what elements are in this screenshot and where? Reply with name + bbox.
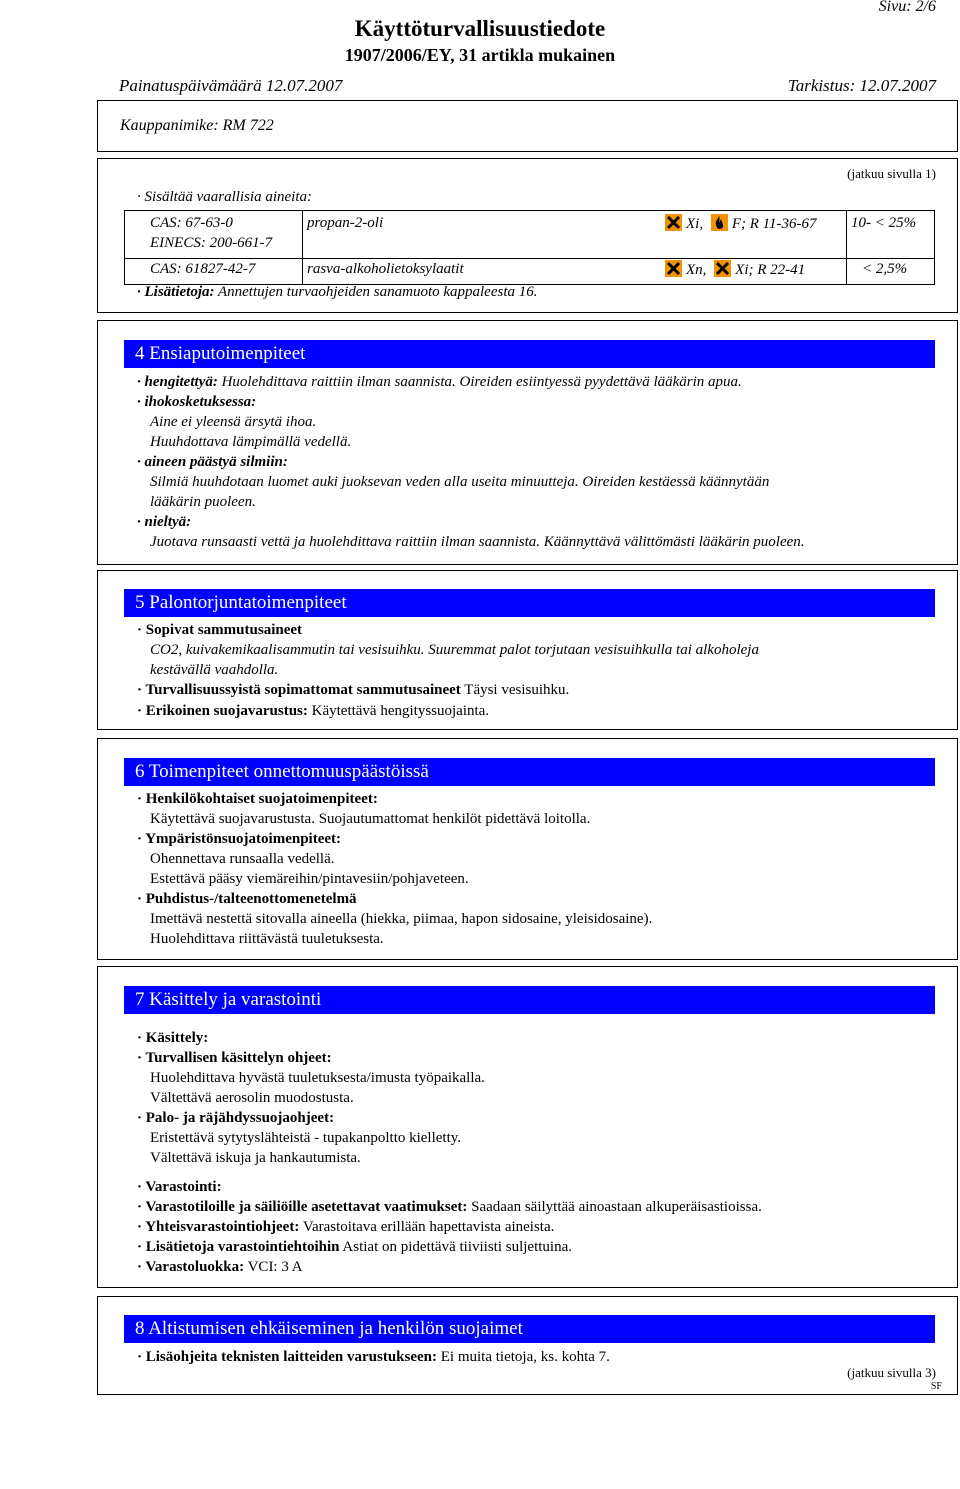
s4-skin-2: Huuhdottava lämpimällä vedellä.: [150, 434, 352, 450]
s5-suitable-2: kestävällä vaahdolla.: [150, 662, 279, 678]
continued-from: (jatkuu sivulla 1): [847, 166, 936, 181]
ingredients-heading: · Sisältää vaarallisia aineita:: [137, 189, 312, 205]
s4-eyes-label: · aineen päästyä silmiin:: [137, 454, 288, 470]
s7-handling-label: · Käsittely:: [137, 1030, 209, 1046]
row2-name: rasva-alkoholietoksylaatit: [307, 261, 464, 277]
row2-cas: CAS: 61827-42-7: [150, 261, 256, 277]
s6-environment-label: · Ympäristönsuojatoimenpiteet:: [137, 831, 342, 847]
row1-classification: Xi, F; R 11-36-67: [665, 214, 817, 234]
section-8-box: [97, 1296, 958, 1395]
ingredients-info: · Lisätietoja: Annettujen turvaohjeiden sanamuoto kappaleesta 16.: [137, 284, 538, 300]
section-5-title: 5 Palontorjuntatoimenpiteet: [124, 589, 935, 617]
revision-date: Tarkistus: 12.07.2007: [787, 76, 936, 95]
s6-personal-label: · Henkilökohtaiset suojatoimenpiteet:: [137, 791, 378, 807]
s5-suitable-label: · Sopivat sammutusaineet: [137, 622, 303, 638]
section-4-title: 4 Ensiaputoimenpiteet: [124, 340, 935, 368]
row1-cas: CAS: 67-63-0: [150, 215, 233, 231]
print-date: Painatuspäivämäärä 12.07.2007: [119, 76, 343, 95]
s7-storage-class: · Varastoluokka: VCI: 3 A: [137, 1259, 303, 1275]
s6-environment-2: Estettävä pääsy viemäreihin/pintavesiin/pohjaveteen.: [150, 871, 469, 887]
s4-swallowed-1: Juotava runsaasti vettä ja huolehdittava raittiin ilman saannista. Käännyttävä välittömästi lääkärin puoleen.: [150, 534, 805, 550]
s6-environment-1: Ohennettava runsaalla vedellä.: [150, 851, 335, 867]
s7-safe-handling-2: Vältettävä aerosolin muodostusta.: [150, 1090, 354, 1106]
s4-swallowed-label: · nieltyä:: [137, 514, 192, 530]
s4-eyes-2: lääkärin puoleen.: [150, 494, 256, 510]
s5-unsuitable: · Turvallisuussyistä sopimattomat sammutusaineet Täysi vesisuihku.: [137, 682, 570, 698]
trade-name-box: [97, 100, 958, 152]
flame-icon: [711, 214, 728, 231]
harmful-cross-icon: [665, 260, 682, 277]
language-code: SF: [930, 1381, 942, 1392]
document-subtitle: 1907/2006/EY, 31 artikla mukainen: [344, 45, 616, 65]
harmful-cross-icon: [714, 260, 731, 277]
row1-einecs: EINECS: 200-661-7: [150, 235, 273, 251]
s4-skin-1: Aine ei yleensä ärsytä ihoa.: [150, 414, 317, 430]
s6-cleanup-label: · Puhdistus-/talteenottomenetelmä: [137, 891, 357, 907]
s7-storage-label: · Varastointi:: [137, 1179, 222, 1195]
s7-storage-info: · Lisätietoja varastointiehtoihin Astiat on pidettävä tiiviisti suljettuina.: [137, 1239, 572, 1255]
s5-suitable-1: CO2, kuivakemikaalisammutin tai vesisuihku. Suuremmat palot torjutaan vesisuihkulla tai alkoholeja: [150, 642, 759, 658]
page-number: Sivu: 2/6: [878, 0, 936, 15]
trade-name: Kauppanimike: RM 722: [120, 117, 274, 134]
section-7-title: 7 Käsittely ja varastointi: [124, 986, 935, 1014]
s7-fire-2: Vältettävä iskuja ja hankautumista.: [150, 1150, 361, 1166]
row2-classification: Xn, Xi; R 22-41: [665, 260, 805, 280]
s4-inhaled: · hengitettyä: Huolehdittava raittiin ilman saannista. Oireiden esiintyessä pyydettävä lääkärin apua.: [137, 374, 742, 390]
row1-name: propan-2-oli: [307, 215, 384, 231]
s7-safe-handling-label: · Turvallisen käsittelyn ohjeet:: [137, 1050, 332, 1066]
s7-safe-handling-1: Huolehdittava hyvästä tuuletuksesta/imusta työpaikalla.: [150, 1070, 485, 1086]
s6-cleanup-2: Huolehdittava riittävästä tuuletuksesta.: [150, 931, 384, 947]
s7-storage-requirements: · Varastotiloille ja säiliöille asetettavat vaatimukset: Saadaan säilyttää ainoastaan alkuperäisastioissa.: [137, 1199, 762, 1215]
s4-eyes-1: Silmiä huuhdotaan luomet auki juoksevan veden alla useita minuutteja. Oireiden kestäessä käännytään: [150, 474, 770, 490]
document-title: Käyttöturvallisuustiedote: [354, 16, 606, 41]
s7-fire-1: Eristettävä sytytyslähteistä - tupakanpoltto kielletty.: [150, 1130, 462, 1146]
harmful-cross-icon: [665, 214, 682, 231]
continued-on: (jatkuu sivulla 3): [847, 1365, 936, 1380]
row1-concentration: 10- < 25%: [851, 215, 917, 231]
s5-special-protection: · Erikoinen suojavarustus: Käytettävä hengityssuojainta.: [137, 703, 490, 719]
s6-personal-1: Käytettävä suojavarustusta. Suojautumattomat henkilöt pidettävä loitolla.: [150, 811, 591, 827]
s4-skin-label: · ihokosketuksessa:: [137, 394, 257, 410]
section-8-title: 8 Altistumisen ehkäiseminen ja henkilön suojaimet: [124, 1315, 935, 1343]
s7-fire-label: · Palo- ja räjähdyssuojaohjeet:: [137, 1110, 335, 1126]
s6-cleanup-1: Imettävä nestettä sitovalla aineella (hiekka, piimaa, hapon sidosaine, yleisidosaine).: [150, 911, 653, 927]
row2-concentration: < 2,5%: [862, 261, 908, 277]
s7-joint-storage: · Yhteisvarastointiohjeet: Varastoitava erillään hapettavista aineista.: [137, 1219, 555, 1235]
s8-technical-equipment: · Lisäohjeita teknisten laitteiden varustukseen: Ei muita tietoja, ks. kohta 7.: [137, 1349, 610, 1365]
section-6-title: 6 Toimenpiteet onnettomuuspäästöissä: [124, 758, 935, 786]
